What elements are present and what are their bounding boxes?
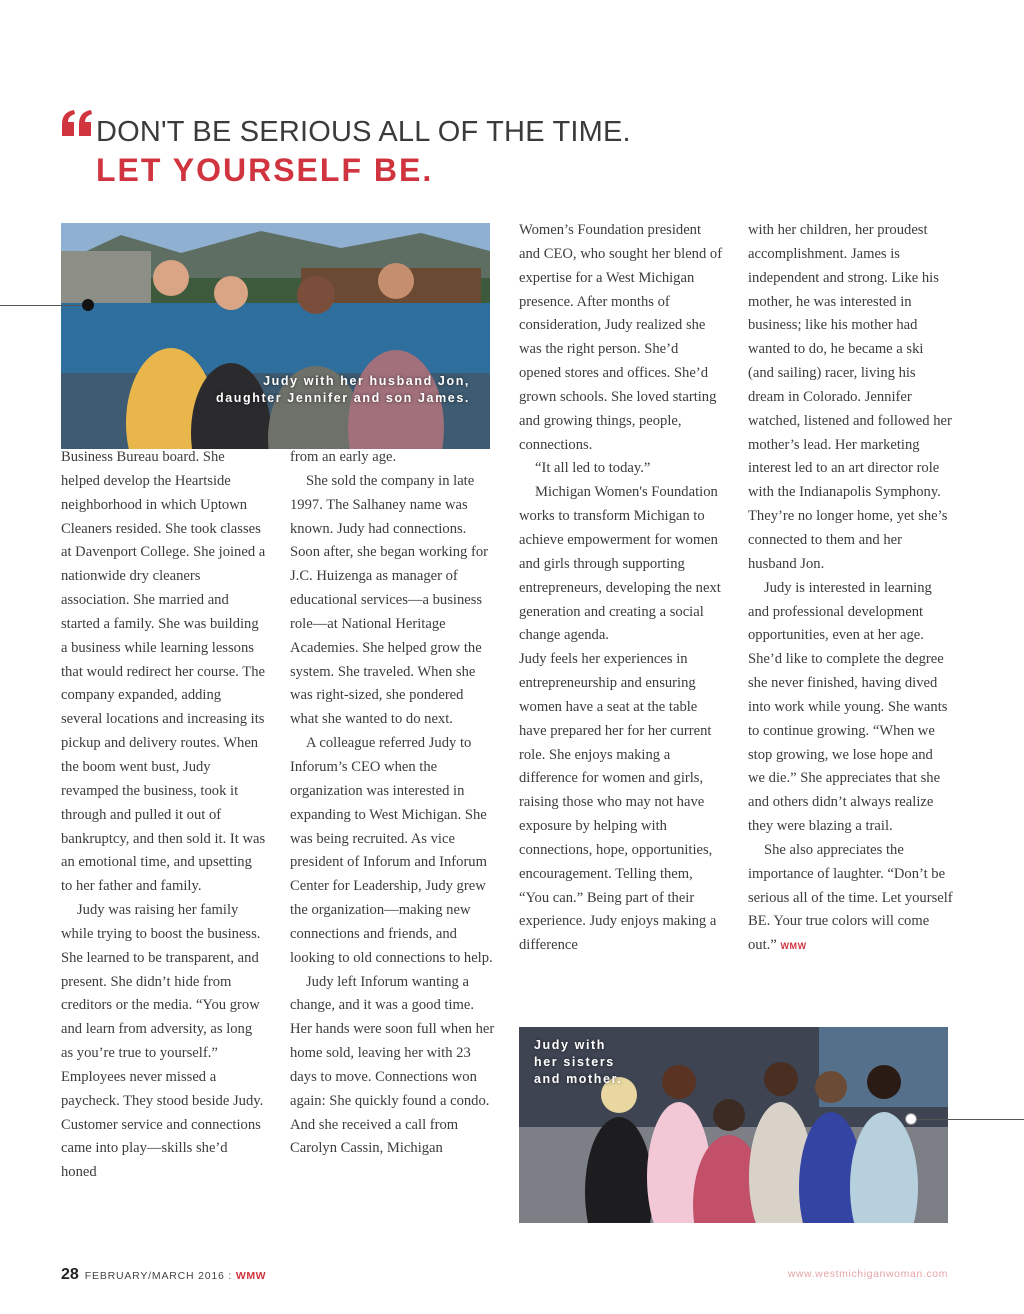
- pull-quote-line2: LET YOURSELF BE.: [96, 152, 434, 188]
- sisters-photo-caption: [534, 1037, 622, 1088]
- page-footer: [61, 1266, 266, 1284]
- paragraph: Judy was raising her family while trying to boost the business. She learned to be transparent, and present. She didn’t hide from creditors or the media. “You grow and learn from adversity, as long as you’re true to yourself.” Employees never missed a paycheck. They stood beside Judy. Customer service and connections came into play—skills she’d honed: [61, 902, 264, 1181]
- caption-line: her sisters: [534, 1055, 615, 1069]
- pull-quote-line1: DON'T BE SERIOUS ALL OF THE TIME.: [96, 116, 631, 148]
- family-photo-caption: [216, 373, 470, 407]
- end-mark: WMW: [780, 941, 807, 952]
- page-number: 28: [61, 1266, 79, 1283]
- paragraph: She sold the company in late 1997. The Salhaney name was known. Judy had connections. Soon after, she began working for J.C. Huizenga as manager of educational services—a business role—at National Heritage Academies. She helped grow the system. She traveled. When she was right-sized, she pondered what she wanted to do next.: [290, 472, 488, 728]
- paragraph: Judy feels her experiences in entrepreneurship and ensuring women have a seat at the table have prepared her for her current role. She enjoys making a difference for women and girls, raising those who may not have exposure by helping with connections, hope, opportunities, encouragement. Telling them, “You can.” Being part of their experience. Judy enjoys making a difference: [519, 651, 717, 954]
- family-photo: [61, 223, 490, 449]
- article-column-3: [519, 219, 724, 958]
- photo-marker-line: [0, 305, 88, 306]
- magazine-brand: WMW: [235, 1270, 267, 1282]
- photo-marker-dot: [82, 299, 94, 311]
- article-column-1: [61, 446, 266, 1185]
- photo-marker-line: [914, 1119, 1024, 1120]
- paragraph: Business Bureau board. She helped develop the Heartside neighborhood in which Uptown Cleaners resided. She took classes at Davenport College. She joined a nationwide dry cleaners association. She married and started a family. She was building a business while learning lessons that would redirect her course. The company expanded, adding several locations and increasing its pickup and delivery routes. When the boom went bust, Judy revamped the business, took it through and pulled it out of bankruptcy, and then sold it. It was an emotional time, and upsetting to her father and family.: [61, 449, 266, 895]
- paragraph: A colleague referred Judy to Inforum’s CEO when the organization was interested in expanding to West Michigan. She was being recruited. As vice president of Inforum and Inforum Center for Leadership, Judy grew the organization—making new connections and friends, and looking to old connections to help.: [290, 735, 493, 966]
- paragraph: from an early age.: [290, 449, 397, 465]
- paragraph: Judy left Inforum wanting a change, and it was a good time. Her hands were soon full when her home sold, leaving her with 23 days to move. Connections won again: She quickly found a condo. And she received a call from Carolyn Cassin, Michigan: [290, 973, 495, 1157]
- issue-date: FEBRUARY/MARCH 2016 :: [84, 1270, 236, 1282]
- double-quote-icon: [60, 108, 94, 138]
- paragraph: Judy is interested in learning and professional development opportunities, even at her age. She’d like to complete the degree she never finished, having dived into work while young. She wants to continue growing. “When we stop growing, we lose hope and we die.” She appreciates that she and others didn’t always realize they were blazing a trail.: [748, 579, 948, 835]
- caption-line: daughter Jennifer and son James.: [215, 391, 470, 405]
- paragraph: “It all led to today.”: [535, 460, 651, 477]
- paragraph: with her children, her proudest accomplishment. James is independent and strong. Like his mother, he was interested in business; like his mother had wanted to do, he became a ski (and sailing) racer, living his dream in Colorado. Jennifer watched, listened and followed her mother’s lead. Her marketing interest led to an art director role with the Indianapolis Symphony. They’re no longer home, yet she’s connected to them and her husband Jon.: [748, 222, 952, 572]
- photo-marker-dot: [905, 1113, 917, 1125]
- article-column-4: [748, 219, 953, 959]
- caption-line: Judy with: [534, 1038, 607, 1052]
- paragraph: Michigan Women's Foundation works to transform Michigan to achieve empowerment for women and girls through supporting entrepreneurs, developing the next generation and creating a social change agenda.: [519, 484, 721, 644]
- website-url[interactable]: www.westmichiganwoman.com: [787, 1268, 948, 1280]
- article-column-2: [290, 446, 495, 1161]
- caption-line: and mother.: [534, 1072, 623, 1086]
- caption-line: Judy with her husband Jon,: [263, 374, 470, 388]
- paragraph: [748, 839, 953, 959]
- paragraph-text: She also appreciates the importance of laughter. “Don’t be serious all of the time. Let yourself BE. Your true colors will come out.”: [748, 841, 953, 954]
- paragraph: Women’s Foundation president and CEO, who sought her blend of expertise for a West Michigan presence. After months of consideration, Judy realized she was the right person. She’d opened stores and offices. She’d grown schools. She loved starting and growing things, people, connections.: [519, 222, 723, 453]
- sisters-photo: [519, 1027, 948, 1223]
